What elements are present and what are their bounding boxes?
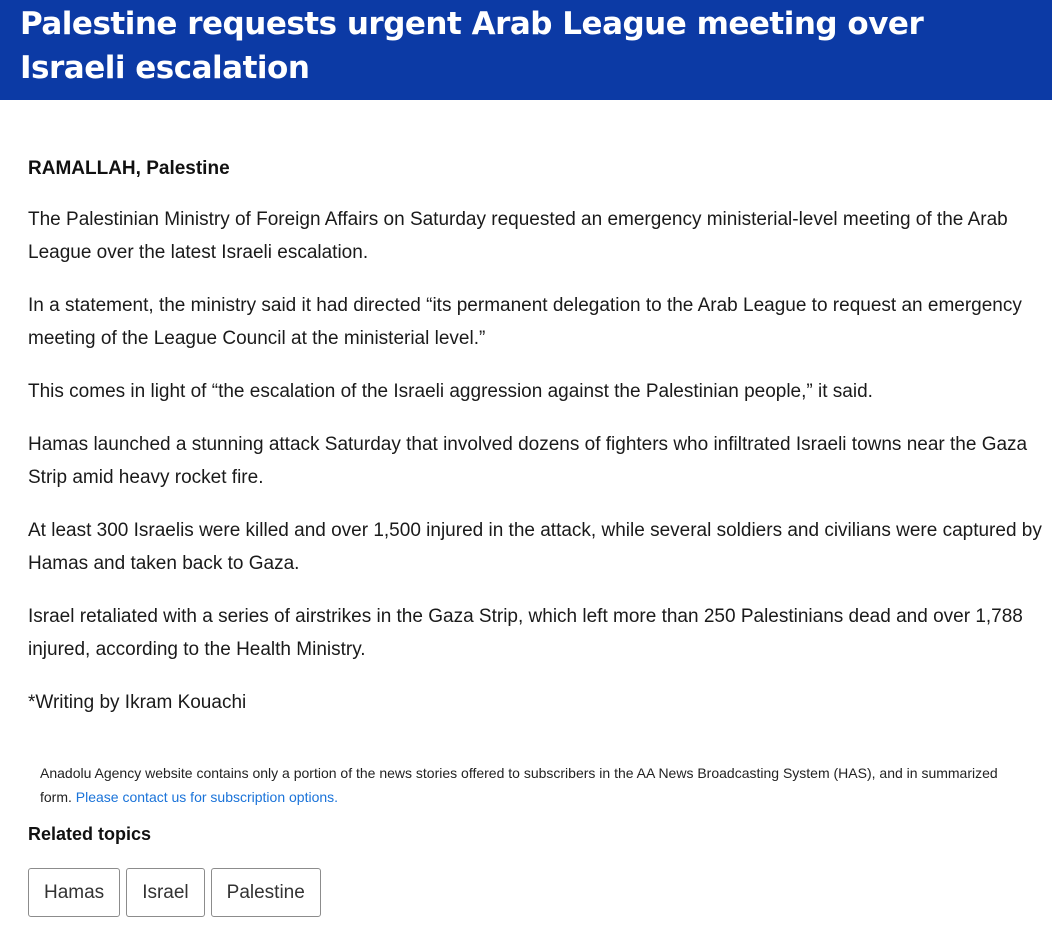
article-paragraph: At least 300 Israelis were killed and over 1,500 injured in the attack, while several soldiers and civilians were captured by Hamas and taken back to Gaza. [28,520,1042,574]
disclaimer-text: Anadolu Agency website contains only a portion of the news stories offered to subscribers in the AA News Broadcasting System (HAS), and in summarized form. [40,765,998,805]
article-paragraph: Israel retaliated with a series of airstrikes in the Gaza Strip, which left more than 250 Palestinians dead and over 1,788 injured, according to the Health Ministry. [28,606,1023,660]
topic-tag-hamas[interactable]: Hamas [28,868,120,917]
article-header [0,0,1052,100]
subscription-disclaimer [40,761,1030,809]
related-topics-title: Related topics [28,824,152,844]
topic-tag-palestine[interactable]: Palestine [211,868,321,917]
article-headline: Palestine requests urgent Arab League meeting over Israeli escalation [20,6,924,86]
article-author-note: *Writing by Ikram Kouachi [28,692,247,713]
article-dateline: RAMALLAH, Palestine [28,158,230,179]
topic-tag-israel[interactable]: Israel [126,868,204,917]
subscription-contact-link[interactable]: Please contact us for subscription options. [75,789,339,805]
article-paragraph: The Palestinian Ministry of Foreign Affairs on Saturday requested an emergency ministerial-level meeting of the Arab League over the latest Israeli escalation. [28,209,1008,263]
article-body [28,152,1048,739]
related-topics-list [28,868,321,917]
article-paragraph: Hamas launched a stunning attack Saturday that involved dozens of fighters who infiltrated Israeli towns near the Gaza Strip amid heavy rocket fire. [28,434,1028,488]
article-paragraph: In a statement, the ministry said it had directed “its permanent delegation to the Arab League to request an emergency meeting of the League Council at the ministerial level.” [28,295,1022,349]
article-paragraph: This comes in light of “the escalation of the Israeli aggression against the Palestinian people,” it said. [28,381,873,402]
